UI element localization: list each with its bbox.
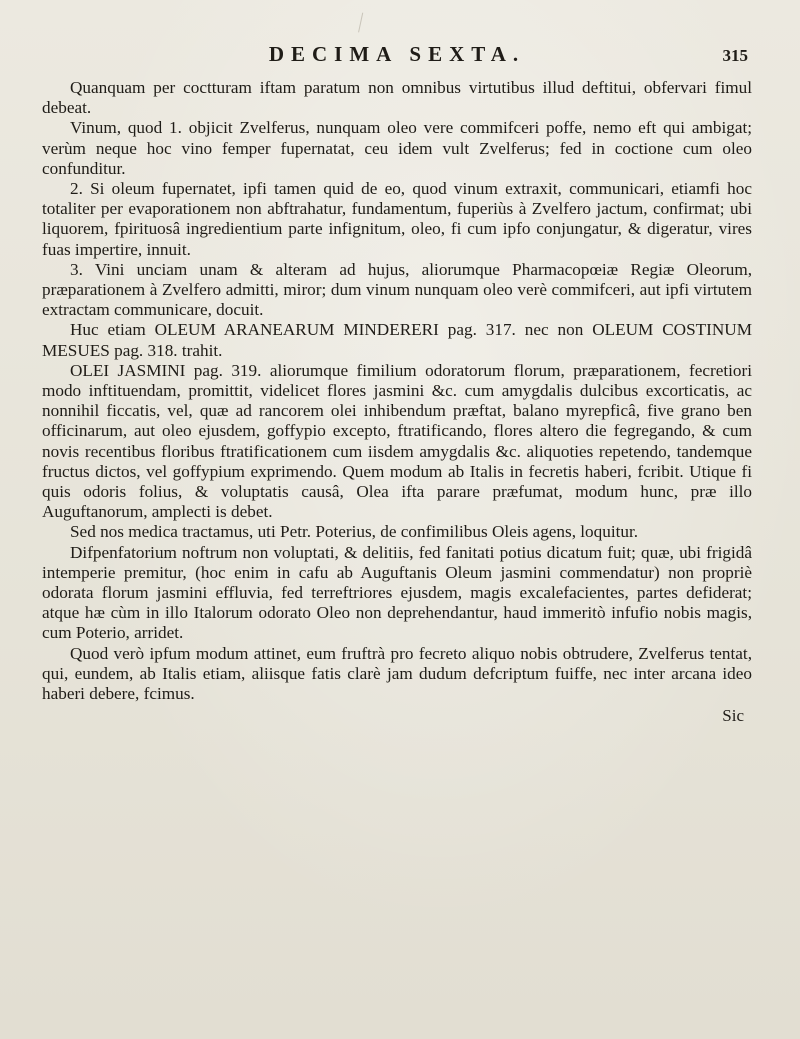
running-head: DECIMA SEXTA. <box>268 42 526 66</box>
paragraph-9: Quod verò ipfum modum attinet, eum fruftrà pro fecreto aliquo nobis obtrudere, Zvelferus tentat, qui, eundem, ab Italis etiam, aliisque fatis clarè jam dudum defcriptum fuiffe, nec inter arcana ideo haberi debere, fcimus. <box>42 643 752 704</box>
body-text <box>42 78 752 704</box>
paragraph-3: 2. Si oleum fupernatet, ipfi tamen quid de eo, quod vinum extraxit, communicari, etiamfi hoc totaliter per evaporationem non abftrahatur, fundamentum, fuperiùs à Zvelfero jactum, confirmat; ubi liquorem, fpirituosâ ingredientium parte infignitum, oleo, fi cum ipfo conjungatur, & digeratur, vires fuas impertire, innuit. <box>42 179 752 259</box>
paragraph-7: Sed nos medica tractamus, uti Petr. Poterius, de confimilibus Oleis agens, loquitur. <box>70 522 639 542</box>
paragraph-2: Vinum, quod 1. objicit Zvelferus, nunquam oleo vere commifceri poffe, nemo eft qui ambigat; verùm neque hoc vino femper fupernatat, ceu idem vult Zvelferus; fed in coctione cum oleo confunditur. <box>42 118 752 178</box>
page-header <box>42 42 752 72</box>
paragraph-6: OLEI JASMINI pag. 319. aliorumque fimilium odoratorum florum, præparationem, fecretiori modo inftituendam, promittit, videlicet flores jasmini &c. cum amygdalis dulcibus excorticatis, ac nonnihil ficcatis, vel, quæ ad rancorem olei inhibendum præftat, balano myrepficâ, five grano ben officinarum, aut oleo ejusdem, goffypio excepto, ftratificando, flores altero die fegregando, & cum novis recentibus floribus ftratificationem cum iisdem amygdalis &c. aliquoties repetendo, tandemque fructus dictos, vel goffypium exprimendo. Quem modum ab Italis in fecretis haberi, fcribit. Utique fi quis odoris folius, & voluptatis causâ, Olea ifta parare præfumat, modum hunc, præ illo Auguftanorum, amplecti is debet. <box>42 360 752 522</box>
paragraph-1: Quanquam per coctturam iftam paratum non omnibus virtutibus illud deftitui, obfervari fimul debeat. <box>42 78 752 118</box>
paragraph-5: Huc etiam OLEUM ARANEARUM MINDERERI pag. 317. nec non OLEUM COSTINUM MESUES pag. 318. trahit. <box>42 320 752 360</box>
paper-stain <box>358 13 377 36</box>
paragraph-8: Difpenfatorium noftrum non voluptati, & delitiis, fed fanitati potius dicatum fuit; quæ, ubi frigidâ intemperie premitur, (hoc enim in cafu ab Auguftanis Oleum jasmini commendatur) non propriè odorata florum jasmini effluvia, fed terreftriores ejusdem, magis excalefacientes, partes defiderat; atque hæ cùm in illo Italorum odorato Oleo non deprehendantur, haud immeritò infufio nobis magis, cum Poterio, arridet. <box>42 542 752 643</box>
page-number: 315 <box>722 46 748 65</box>
catchword: Sic <box>722 706 744 726</box>
paragraph-4: 3. Vini unciam unam & alteram ad hujus, aliorumque Pharmacopœiæ Regiæ Oleorum, præparationem à Zvelfero admitti, miror; dum vinum nunquam oleo verè commifceri, aut ipfi virtutem extractam communicare, docuit. <box>42 259 752 320</box>
